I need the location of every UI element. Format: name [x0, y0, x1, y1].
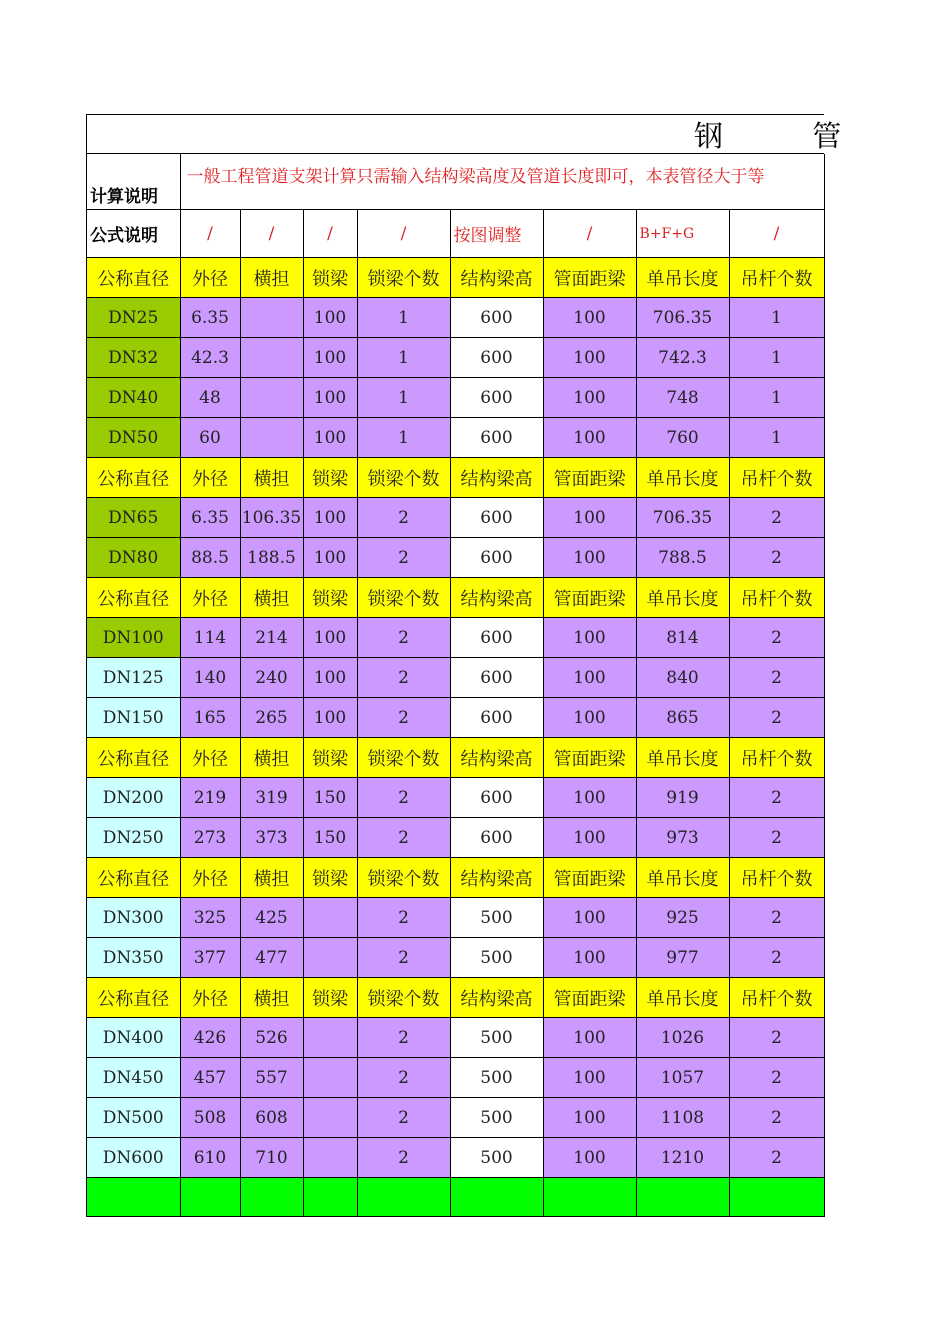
- header-cell[interactable]: 锁梁: [303, 458, 357, 498]
- table-cell[interactable]: 100: [543, 698, 636, 738]
- table-row: [87, 1058, 824, 1098]
- empty-cell[interactable]: [87, 1178, 180, 1217]
- table-cell[interactable]: 6.35: [180, 498, 240, 538]
- table-cell[interactable]: 600: [450, 498, 543, 538]
- table-cell[interactable]: 100: [543, 1018, 636, 1058]
- table-cell[interactable]: 919: [636, 778, 729, 818]
- table-cell[interactable]: 2: [357, 618, 450, 658]
- table-cell[interactable]: 100: [543, 378, 636, 418]
- table-cell[interactable]: 2: [729, 778, 824, 818]
- table-cell[interactable]: 748: [636, 378, 729, 418]
- table-cell[interactable]: [240, 378, 303, 418]
- header-cell[interactable]: 公称直径: [87, 858, 180, 898]
- header-cell[interactable]: 横担: [240, 258, 303, 298]
- table-cell[interactable]: 2: [729, 1058, 824, 1098]
- header-cell[interactable]: 外径: [180, 738, 240, 778]
- table-cell[interactable]: 600: [450, 658, 543, 698]
- table-cell[interactable]: [240, 338, 303, 378]
- empty-cell[interactable]: [450, 1178, 543, 1217]
- calc-note-label[interactable]: 计算说明: [87, 154, 180, 210]
- table-cell[interactable]: 600: [450, 818, 543, 858]
- table-cell[interactable]: 608: [240, 1098, 303, 1138]
- table-row: [87, 298, 824, 338]
- header-cell[interactable]: 外径: [180, 578, 240, 618]
- dn-cell[interactable]: DN40: [87, 378, 180, 418]
- table-cell[interactable]: 2: [357, 1098, 450, 1138]
- table-cell[interactable]: 6.35: [180, 298, 240, 338]
- table-cell[interactable]: 2: [357, 1058, 450, 1098]
- table-cell[interactable]: 557: [240, 1058, 303, 1098]
- table-row: [87, 938, 824, 978]
- table-cell[interactable]: 165: [180, 698, 240, 738]
- table-cell[interactable]: 526: [240, 1018, 303, 1058]
- table-cell[interactable]: 2: [357, 938, 450, 978]
- table-cell[interactable]: [240, 418, 303, 458]
- dn-cell[interactable]: DN80: [87, 538, 180, 578]
- table-cell[interactable]: 1108: [636, 1098, 729, 1138]
- table-row: [87, 1138, 824, 1178]
- table-cell[interactable]: 100: [543, 498, 636, 538]
- table-row: [87, 1018, 824, 1058]
- formula-cell[interactable]: /: [543, 210, 636, 258]
- table-cell[interactable]: 114: [180, 618, 240, 658]
- table-cell[interactable]: 2: [357, 658, 450, 698]
- header-cell[interactable]: 单吊长度: [636, 578, 729, 618]
- table-cell[interactable]: 760: [636, 418, 729, 458]
- table-cell[interactable]: 500: [450, 1138, 543, 1178]
- empty-cell[interactable]: [240, 1178, 303, 1217]
- header-cell[interactable]: 单吊长度: [636, 738, 729, 778]
- header-row: [87, 258, 824, 298]
- table-cell[interactable]: 100: [543, 818, 636, 858]
- table-cell[interactable]: 2: [729, 1018, 824, 1058]
- table-cell[interactable]: 508: [180, 1098, 240, 1138]
- header-cell[interactable]: 公称直径: [87, 578, 180, 618]
- header-row: [87, 738, 824, 778]
- header-cell[interactable]: 结构梁高: [450, 978, 543, 1018]
- dn-cell[interactable]: DN65: [87, 498, 180, 538]
- table-cell[interactable]: 100: [543, 418, 636, 458]
- table-cell[interactable]: 1: [357, 298, 450, 338]
- header-cell[interactable]: 单吊长度: [636, 458, 729, 498]
- table-cell[interactable]: 977: [636, 938, 729, 978]
- header-cell[interactable]: 公称直径: [87, 978, 180, 1018]
- formula-cell[interactable]: /: [729, 210, 824, 258]
- dn-cell[interactable]: DN125: [87, 658, 180, 698]
- table-cell[interactable]: 2: [357, 778, 450, 818]
- table-cell[interactable]: [240, 298, 303, 338]
- formula-label[interactable]: 公式说明: [87, 210, 180, 258]
- header-cell[interactable]: 公称直径: [87, 258, 180, 298]
- table-cell[interactable]: 706.35: [636, 298, 729, 338]
- table-cell[interactable]: 600: [450, 778, 543, 818]
- header-cell[interactable]: 锁梁个数: [357, 578, 450, 618]
- header-cell[interactable]: 外径: [180, 858, 240, 898]
- table-cell[interactable]: 319: [240, 778, 303, 818]
- header-cell[interactable]: 管面距梁: [543, 458, 636, 498]
- dn-cell[interactable]: DN400: [87, 1018, 180, 1058]
- dn-cell[interactable]: DN25: [87, 298, 180, 338]
- table-cell[interactable]: 973: [636, 818, 729, 858]
- table-row: [87, 698, 824, 738]
- table-cell[interactable]: 710: [240, 1138, 303, 1178]
- formula-cell[interactable]: B+F+G: [636, 210, 729, 258]
- table-cell[interactable]: 100: [543, 298, 636, 338]
- dn-cell[interactable]: DN50: [87, 418, 180, 458]
- header-cell[interactable]: 锁梁个数: [357, 258, 450, 298]
- table-cell[interactable]: 48: [180, 378, 240, 418]
- header-cell[interactable]: 公称直径: [87, 458, 180, 498]
- header-cell[interactable]: 吊杆个数: [729, 258, 824, 298]
- empty-cell[interactable]: [180, 1178, 240, 1217]
- table-cell[interactable]: 426: [180, 1018, 240, 1058]
- table-cell[interactable]: 925: [636, 898, 729, 938]
- table-cell[interactable]: 2: [729, 498, 824, 538]
- table-cell[interactable]: 373: [240, 818, 303, 858]
- table-cell[interactable]: 1: [729, 298, 824, 338]
- table-cell[interactable]: 100: [543, 938, 636, 978]
- header-cell[interactable]: 锁梁个数: [357, 738, 450, 778]
- calc-note-text[interactable]: 一般工程管道支架计算只需输入结构梁高度及管道长度即可，本表管径大于等: [180, 154, 824, 210]
- header-row: [87, 858, 824, 898]
- table-cell[interactable]: [303, 1018, 357, 1058]
- table-cell[interactable]: 100: [303, 338, 357, 378]
- dn-cell[interactable]: DN100: [87, 618, 180, 658]
- table-cell[interactable]: 788.5: [636, 538, 729, 578]
- dn-cell[interactable]: DN600: [87, 1138, 180, 1178]
- table-cell[interactable]: 100: [303, 298, 357, 338]
- table-row: [87, 618, 824, 658]
- formula-cell[interactable]: /: [303, 210, 357, 258]
- header-cell[interactable]: 结构梁高: [450, 458, 543, 498]
- header-cell[interactable]: 锁梁个数: [357, 458, 450, 498]
- table-cell[interactable]: 500: [450, 1098, 543, 1138]
- dn-cell[interactable]: DN500: [87, 1098, 180, 1138]
- empty-cell[interactable]: [729, 1178, 824, 1217]
- table-row: [87, 378, 824, 418]
- table-cell[interactable]: 425: [240, 898, 303, 938]
- empty-cell[interactable]: [303, 1178, 357, 1217]
- table-cell[interactable]: 2: [729, 1138, 824, 1178]
- table-cell[interactable]: 2: [357, 698, 450, 738]
- table-cell[interactable]: 2: [729, 698, 824, 738]
- header-cell[interactable]: 锁梁: [303, 738, 357, 778]
- table-cell[interactable]: 60: [180, 418, 240, 458]
- table-cell[interactable]: 600: [450, 418, 543, 458]
- table-cell[interactable]: [303, 1058, 357, 1098]
- header-cell[interactable]: 公称直径: [87, 738, 180, 778]
- table-cell[interactable]: 100: [543, 538, 636, 578]
- table-cell[interactable]: 100: [543, 338, 636, 378]
- table-cell[interactable]: 1057: [636, 1058, 729, 1098]
- header-cell[interactable]: 锁梁: [303, 578, 357, 618]
- table-row: [87, 538, 824, 578]
- header-cell[interactable]: 外径: [180, 978, 240, 1018]
- formula-cell[interactable]: /: [180, 210, 240, 258]
- table-cell[interactable]: 273: [180, 818, 240, 858]
- table-cell[interactable]: 150: [303, 778, 357, 818]
- dn-cell[interactable]: DN150: [87, 698, 180, 738]
- table-cell[interactable]: 100: [543, 1098, 636, 1138]
- formula-cell[interactable]: /: [357, 210, 450, 258]
- table-cell[interactable]: 219: [180, 778, 240, 818]
- table-cell[interactable]: 265: [240, 698, 303, 738]
- header-cell[interactable]: 结构梁高: [450, 258, 543, 298]
- table-cell[interactable]: 865: [636, 698, 729, 738]
- table-row: [87, 898, 824, 938]
- table-cell[interactable]: 2: [357, 538, 450, 578]
- dn-cell[interactable]: DN450: [87, 1058, 180, 1098]
- formula-row: [87, 210, 824, 258]
- table-cell[interactable]: 1: [729, 338, 824, 378]
- header-cell[interactable]: 单吊长度: [636, 258, 729, 298]
- table-cell[interactable]: 100: [543, 618, 636, 658]
- pipe-support-table: [87, 154, 825, 1217]
- table-cell[interactable]: 600: [450, 538, 543, 578]
- table-cell[interactable]: 100: [303, 618, 357, 658]
- header-cell[interactable]: 吊杆个数: [729, 458, 824, 498]
- header-cell[interactable]: 外径: [180, 258, 240, 298]
- table-cell[interactable]: 100: [543, 898, 636, 938]
- table-cell[interactable]: 840: [636, 658, 729, 698]
- header-cell[interactable]: 锁梁: [303, 978, 357, 1018]
- table-cell[interactable]: 100: [303, 538, 357, 578]
- table-cell[interactable]: 100: [543, 658, 636, 698]
- table-cell[interactable]: 600: [450, 298, 543, 338]
- table-cell[interactable]: 1: [357, 338, 450, 378]
- table-cell[interactable]: 188.5: [240, 538, 303, 578]
- table-cell[interactable]: 240: [240, 658, 303, 698]
- header-cell[interactable]: 横担: [240, 458, 303, 498]
- table-cell[interactable]: 742.3: [636, 338, 729, 378]
- table-cell[interactable]: [303, 898, 357, 938]
- table-cell[interactable]: 500: [450, 938, 543, 978]
- formula-cell[interactable]: 按图调整: [450, 210, 543, 258]
- table-cell[interactable]: 1026: [636, 1018, 729, 1058]
- table-cell[interactable]: 88.5: [180, 538, 240, 578]
- table-cell[interactable]: 2: [729, 818, 824, 858]
- table-cell[interactable]: 106.35: [240, 498, 303, 538]
- dn-cell[interactable]: DN200: [87, 778, 180, 818]
- table-cell[interactable]: 2: [357, 898, 450, 938]
- table-cell[interactable]: 500: [450, 1018, 543, 1058]
- header-cell[interactable]: 吊杆个数: [729, 978, 824, 1018]
- table-cell[interactable]: 2: [357, 1018, 450, 1058]
- header-row: [87, 458, 824, 498]
- header-cell[interactable]: 横担: [240, 578, 303, 618]
- table-cell[interactable]: 500: [450, 898, 543, 938]
- header-cell[interactable]: 吊杆个数: [729, 858, 824, 898]
- table-cell[interactable]: 2: [357, 498, 450, 538]
- header-row: [87, 978, 824, 1018]
- table-cell[interactable]: 42.3: [180, 338, 240, 378]
- header-cell[interactable]: 横担: [240, 978, 303, 1018]
- header-cell[interactable]: 管面距梁: [543, 258, 636, 298]
- table-cell[interactable]: 457: [180, 1058, 240, 1098]
- table-cell[interactable]: 100: [303, 498, 357, 538]
- header-cell[interactable]: 锁梁个数: [357, 858, 450, 898]
- table-row: [87, 418, 824, 458]
- table-cell[interactable]: 2: [729, 538, 824, 578]
- header-cell[interactable]: 结构梁高: [450, 858, 543, 898]
- header-cell[interactable]: 横担: [240, 738, 303, 778]
- header-cell[interactable]: 结构梁高: [450, 578, 543, 618]
- empty-cell[interactable]: [636, 1178, 729, 1217]
- table-cell[interactable]: 610: [180, 1138, 240, 1178]
- table-cell[interactable]: 100: [303, 658, 357, 698]
- header-cell[interactable]: 单吊长度: [636, 978, 729, 1018]
- header-cell[interactable]: 单吊长度: [636, 858, 729, 898]
- header-cell[interactable]: 锁梁: [303, 258, 357, 298]
- table-cell[interactable]: 325: [180, 898, 240, 938]
- table-cell[interactable]: 477: [240, 938, 303, 978]
- footer-row: [87, 1178, 824, 1217]
- table-row: [87, 1098, 824, 1138]
- spreadsheet: [86, 114, 882, 1217]
- header-cell[interactable]: 吊杆个数: [729, 738, 824, 778]
- table-cell[interactable]: 2: [729, 898, 824, 938]
- page-title: 钢 管: [694, 119, 882, 153]
- header-cell[interactable]: 管面距梁: [543, 858, 636, 898]
- table-cell[interactable]: [303, 938, 357, 978]
- table-cell[interactable]: 500: [450, 1058, 543, 1098]
- header-cell[interactable]: 管面距梁: [543, 738, 636, 778]
- table-cell[interactable]: [303, 1138, 357, 1178]
- table-cell[interactable]: 1: [357, 418, 450, 458]
- empty-cell[interactable]: [357, 1178, 450, 1217]
- header-cell[interactable]: 外径: [180, 458, 240, 498]
- table-cell[interactable]: 2: [729, 938, 824, 978]
- header-cell[interactable]: 管面距梁: [543, 578, 636, 618]
- table-cell[interactable]: 2: [729, 658, 824, 698]
- dn-cell[interactable]: DN250: [87, 818, 180, 858]
- table-cell[interactable]: 214: [240, 618, 303, 658]
- table-cell[interactable]: 2: [357, 818, 450, 858]
- table-cell[interactable]: 100: [543, 778, 636, 818]
- table-cell[interactable]: 1: [729, 378, 824, 418]
- dn-cell[interactable]: DN32: [87, 338, 180, 378]
- table-cell[interactable]: 600: [450, 378, 543, 418]
- table-cell[interactable]: 100: [303, 378, 357, 418]
- table-row: [87, 338, 824, 378]
- table-cell[interactable]: 1: [729, 418, 824, 458]
- table-row: [87, 778, 824, 818]
- table-cell[interactable]: 150: [303, 818, 357, 858]
- table-cell[interactable]: 377: [180, 938, 240, 978]
- header-cell[interactable]: 结构梁高: [450, 738, 543, 778]
- empty-cell[interactable]: [543, 1178, 636, 1217]
- title-row: [87, 115, 882, 154]
- table-cell[interactable]: 814: [636, 618, 729, 658]
- table-cell[interactable]: 100: [303, 418, 357, 458]
- table-cell[interactable]: 2: [357, 1138, 450, 1178]
- table-cell[interactable]: 600: [450, 698, 543, 738]
- table-cell[interactable]: 1: [357, 378, 450, 418]
- table-cell[interactable]: 600: [450, 338, 543, 378]
- header-cell[interactable]: 锁梁: [303, 858, 357, 898]
- calc-note-row: [87, 154, 824, 210]
- table-row: [87, 658, 824, 698]
- table-cell[interactable]: 2: [729, 618, 824, 658]
- table-row: [87, 498, 824, 538]
- table-cell[interactable]: 706.35: [636, 498, 729, 538]
- table-cell[interactable]: 100: [303, 698, 357, 738]
- table-cell[interactable]: 100: [543, 1138, 636, 1178]
- formula-cell[interactable]: /: [240, 210, 303, 258]
- dn-cell[interactable]: DN350: [87, 938, 180, 978]
- table-cell[interactable]: 600: [450, 618, 543, 658]
- table-cell[interactable]: [303, 1098, 357, 1138]
- dn-cell[interactable]: DN300: [87, 898, 180, 938]
- header-cell[interactable]: 锁梁个数: [357, 978, 450, 1018]
- header-cell[interactable]: 横担: [240, 858, 303, 898]
- table-row: [87, 818, 824, 858]
- table-cell[interactable]: 1210: [636, 1138, 729, 1178]
- header-cell[interactable]: 管面距梁: [543, 978, 636, 1018]
- table-cell[interactable]: 2: [729, 1098, 824, 1138]
- table-cell[interactable]: 140: [180, 658, 240, 698]
- header-row: [87, 578, 824, 618]
- header-cell[interactable]: 吊杆个数: [729, 578, 824, 618]
- table-cell[interactable]: 100: [543, 1058, 636, 1098]
